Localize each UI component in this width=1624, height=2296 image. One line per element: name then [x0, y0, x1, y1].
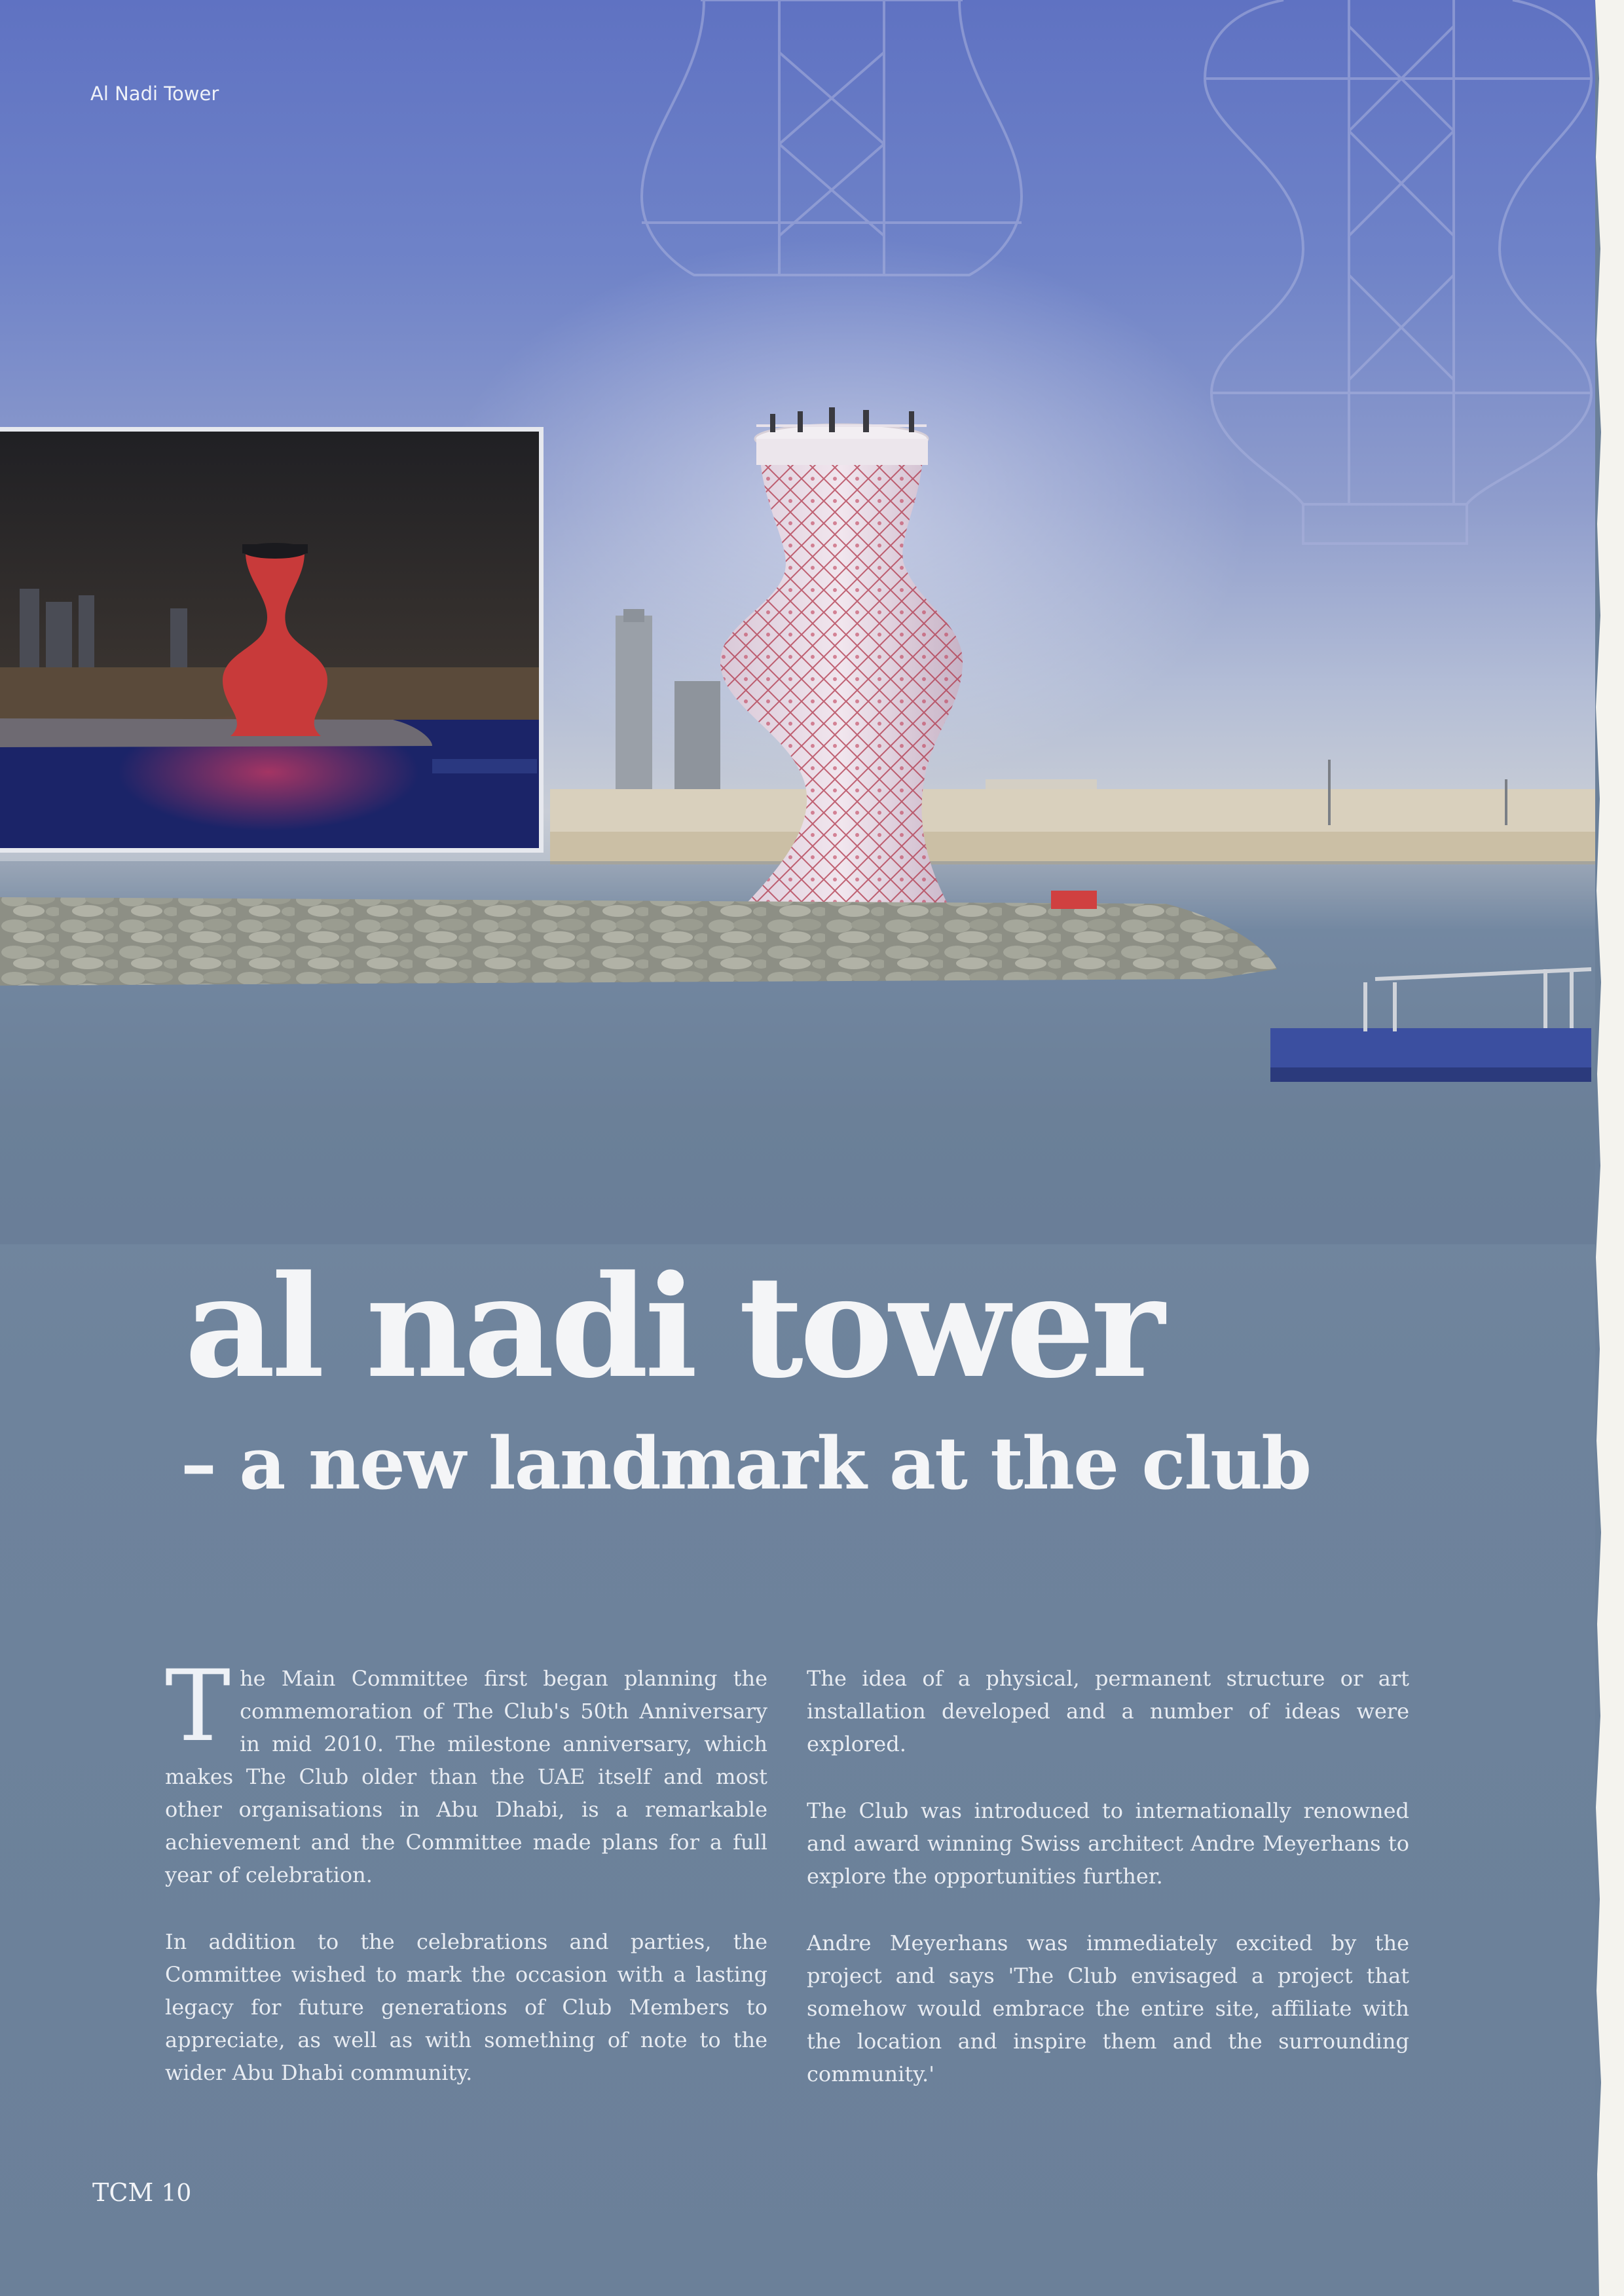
page-number: 10 — [161, 2180, 192, 2207]
paragraph: The idea of a physical, permanent structure or art installation developed and a number of ideas were explored. — [807, 1666, 1409, 1756]
inset-photo — [0, 427, 544, 853]
page-folio — [92, 2178, 191, 2207]
dropcap: T — [165, 1650, 231, 1764]
breakwater — [0, 897, 1277, 986]
article-title: al nadi tower — [185, 1245, 1161, 1409]
blueprint-drawing-left — [642, 0, 1022, 275]
magazine-name: TCM — [92, 2178, 154, 2207]
blueprint-drawing-right — [1205, 0, 1591, 544]
paragraph: Andre Meyerhans was immediately excited by the project and says 'The Club envisaged a project that somehow would embrace the entire site, affiliate with the location and inspire them and the surrounding community.' — [807, 1931, 1409, 2086]
paragraph: In addition to the celebrations and parties, the Committee wished to mark the occasion with a lasting legacy for future generations of Club Members to appreciate, as well as with something of note to the wider Abu Dhabi community. — [165, 1929, 767, 2085]
paragraph: The Club was introduced to internationally renowned and award winning Swiss architect Andre Meyerhans to explore the opportunities further. — [807, 1798, 1409, 1889]
section-label: Al Nadi Tower — [90, 83, 219, 105]
article-column-right — [807, 1662, 1409, 2124]
torn-page-edge — [1595, 0, 1624, 2296]
paragraph: The Main Committee first began planning the commemoration of The Club's 50th Anniversary in mid 2010. The milestone anniversary, which makes The Club older than the UAE itself and most other organisations in Abu Dhabi, is a remarkable achievement and the Committee made plans for a full year of celebration. — [165, 1650, 767, 1887]
article-subtitle: – a new landmark at the club — [181, 1421, 1311, 1506]
article-column-left — [165, 1650, 767, 2123]
